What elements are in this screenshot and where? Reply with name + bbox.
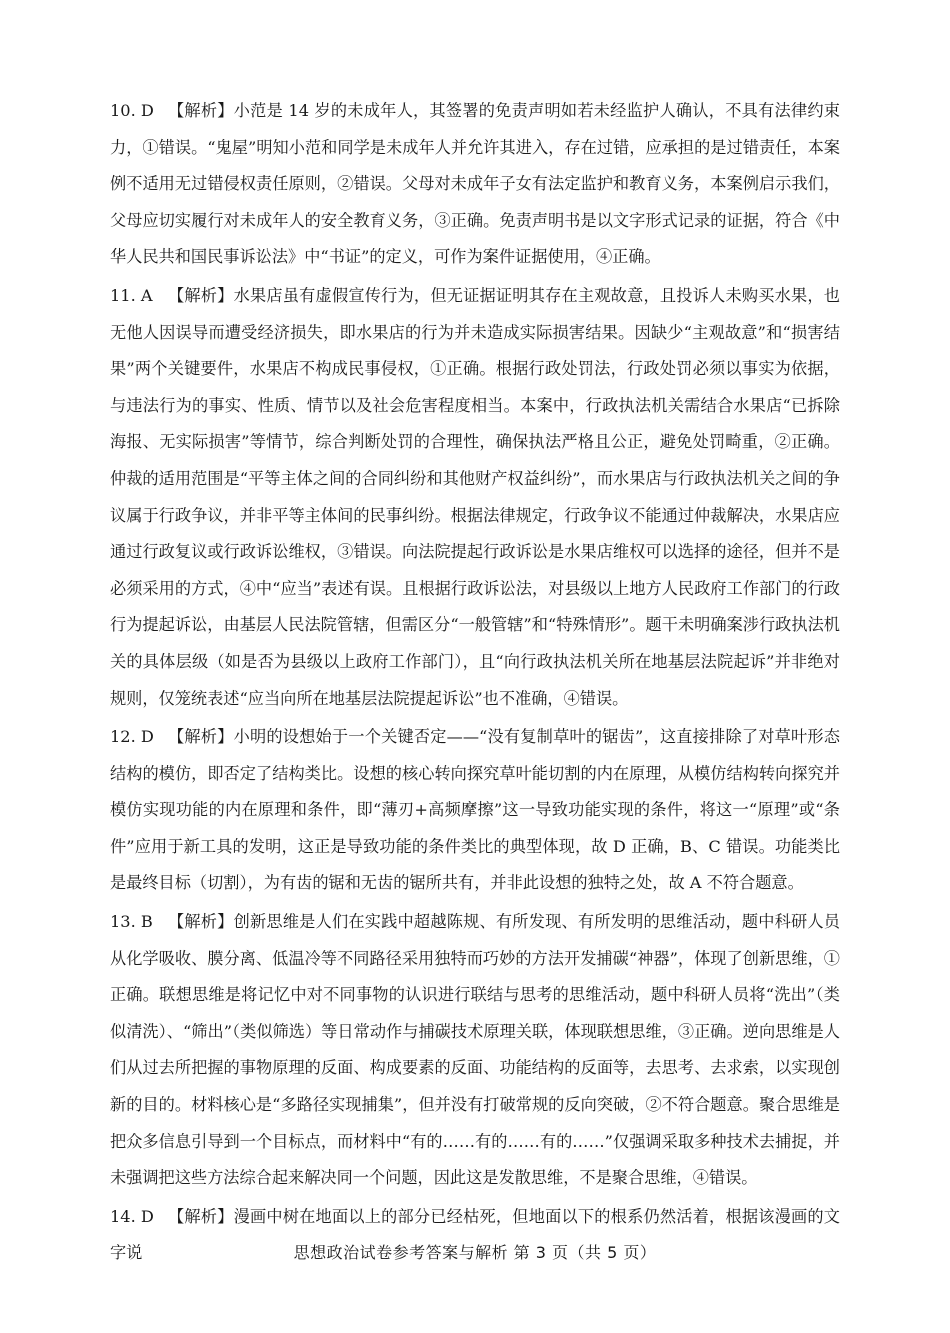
explanation-text: 【解析】创新思维是人们在实践中超越陈规、有所发现、有所发明的思维活动，题中科研人员从化学吸收、膜分离、低温冷等不同路径采用独特而巧妙的方法开发捕碳“神器”，体现了创新思维，①正确。联想思维是将记忆中对不同事物的认识进行联结与思考的思维活动，题中科研人员将“洗出”（类似清洗）、“筛出”（类似筛选）等日常动作与捕碳技术原理关联，体现联想思维，③正确。逆向思维是人们从过去所把握的事物原理的反面、构成要素的反面、功能结构的反面等，去思考、去求索，以实现创新的目的。材料核心是“多路径实现捕集”，但并没有打破常规的反向突破，②不符合题意。聚合思维是把众多信息引导到一个目标点，而材料中“有的……有的……有的……”仅强调采取多种技术去捕捉，并未强调把这些方法综合起来解决同一个问题，因此这是发散思维，不是聚合思维，④错误。 bbox=[110, 912, 840, 1188]
explanation-text: 【解析】漫画中树在地面以上的部分已经枯死，但地面以下的根系仍然活着，根据该漫画的文字说 bbox=[110, 1206, 840, 1263]
explanation-text: 【解析】小范是 14 岁的未成年人，其签署的免责声明如若未经监护人确认，不具有法律约束力，①错误。“鬼屋”明知小范和同学是未成年人并允许其进入，存在过错，应承担的是过错责任，本案例不适用无过错侵权责任原则，②错误。父母对未成年子女有法定监护和教育义务，本案例启示我们，父母应切实履行对未成年人的安全教育义务，③正确。免责声明书是以文字形式记录的证据，符合《中华人民共和国民事诉讼法》中“书证”的定义，可作为案件证据使用，④正确。 bbox=[110, 101, 840, 267]
question-number: 11. A bbox=[110, 285, 153, 305]
explanation-text: 【解析】水果店虽有虚假宣传行为，但无证据证明其存在主观故意，且投诉人未购买水果，也无他人因误导而遭受经济损失，即水果店的行为并未造成实际损害结果。因缺少“主观故意”和“损害结果”两个关键要件，水果店不构成民事侵权，①正确。根据行政处罚法，行政处罚必须以事实为依据，与违法行为的事实、性质、情节以及社会危害程度相当。本案中，行政执法机关需结合水果店“已拆除海报、无实际损害”等情节，综合判断处罚的合理性，确保执法严格且公正，避免处罚畸重，②正确。仲裁的适用范围是“平等主体之间的合同纠纷和其他财产权益纠纷”，而水果店与行政执法机关之间的争议属于行政争议，并非平等主体间的民事纠纷。根据法律规定，行政争议不能通过仲裁解决，水果店应通过行政复议或行政诉讼维权，③错误。向法院提起行政诉讼是水果店维权可以选择的途径，但并不是必须采用的方式，④中“应当”表述有误。且根据行政诉讼法，对县级以上地方人民政府工作部门的行政行为提起诉讼，由基层人民法院管辖，但需区分“一般管辖”和“特殊情形”。题干未明确案涉行政执法机关的具体层级（如是否为县级以上政府工作部门），且“向行政执法机关所在地基层法院起诉”并非绝对规则，仅笼统表述“应当向所在地基层法院提起诉讼”也不准确，④错误。 bbox=[110, 285, 840, 708]
question-number: 13. B bbox=[110, 912, 153, 932]
question-12 bbox=[110, 719, 840, 902]
explanation-text: 【解析】小明的设想始于一个关键否定——“没有复制草叶的锯齿”，这直接排除了对草叶形态结构的模仿，即否定了结构类比。设想的核心转向探究草叶能切割的内在原理，从模仿结构转向探究并模仿实现功能的内在原理和条件，即“薄刃+高频摩擦”这一导致功能实现的条件，将这一“原理”或“条件”应用于新工具的发明，这正是导致功能的条件类比的典型体现，故 D 正确，B、C 错误。功能类比是最终目标（切割），为有齿的锯和无齿的锯所共有，并非此设想的独特之处，故 A 不符合题意。 bbox=[110, 727, 841, 893]
page-footer: 思想政治试卷参考答案与解析 第 3 页（共 5 页） bbox=[293, 1243, 657, 1262]
question-number: 10. D bbox=[110, 101, 154, 120]
question-10 bbox=[110, 93, 840, 276]
question-11 bbox=[110, 278, 840, 717]
question-number: 12. D bbox=[110, 727, 154, 747]
question-number: 14. D bbox=[110, 1206, 154, 1226]
question-13 bbox=[110, 904, 840, 1197]
